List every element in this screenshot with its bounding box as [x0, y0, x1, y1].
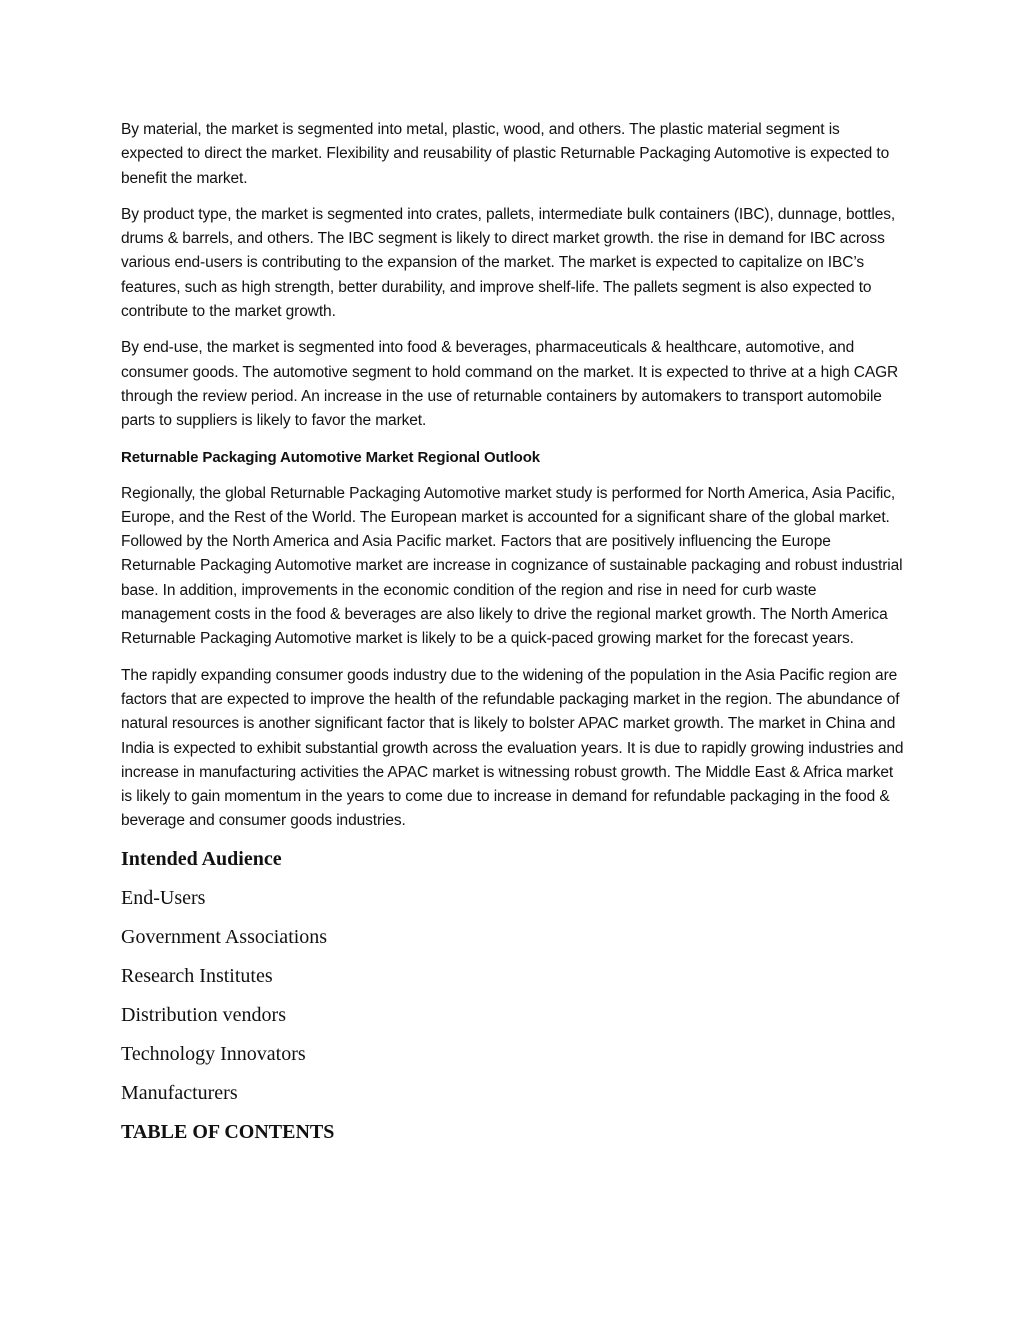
audience-item-technology-innovators: Technology Innovators: [121, 1042, 306, 1065]
audience-item-research-institutes: Research Institutes: [121, 964, 273, 987]
audience-item-end-users: End-Users: [121, 886, 206, 909]
regional-outlook-heading: Returnable Packaging Automotive Market Regional Outlook: [121, 448, 541, 466]
audience-item-government-associations: Government Associations: [121, 925, 328, 948]
intended-audience-heading: Intended Audience: [121, 847, 282, 870]
paragraph-asia-pacific: The rapidly expanding consumer goods industry due to the widening of the population in the Asia Pacific region are factors that are expected to improve the health of the refundable packaging market in the region. The abundance of natural resources is another significant factor that is likely to bolster APAC market growth. The market in China and India is expected to exhibit substantial growth across the evaluation years. It is due to rapidly growing industries and increase in manufacturing activities the APAC market is witnessing robust growth. The Middle East & Africa market is likely to gain momentum in the years to come due to increase in demand for refundable packaging in the food & beverage and consumer goods industries.: [121, 666, 904, 830]
paragraph-material: By material, the market is segmented into metal, plastic, wood, and others. The plastic material segment is expected to direct the market. Flexibility and reusability of plastic Returnable Packaging Automotive is expected to benefit the market.: [121, 121, 890, 187]
audience-item-distribution-vendors: Distribution vendors: [121, 1003, 286, 1026]
audience-list: [121, 885, 905, 1119]
table-of-contents-heading: TABLE OF CONTENTS: [121, 1120, 335, 1143]
paragraph-end-use: By end-use, the market is segmented into food & beverages, pharmaceuticals & healthcare, automotive, and consumer goods. The automotive segment to hold command on the market. It is expected to thrive at a high CAGR through the review period. An increase in the use of returnable containers by automakers to transport automobile parts to suppliers is likely to favor the market.: [121, 339, 899, 430]
document-page: [121, 118, 905, 1158]
audience-item-manufacturers: Manufacturers: [121, 1081, 238, 1104]
paragraph-regional: Regionally, the global Returnable Packaging Automotive market study is performed for North America, Asia Pacific, Europe, and the Rest of the World. The European market is accounted for a significant share of the global market. Followed by the North America and Asia Pacific market. Factors that are positively influencing the Europe Returnable Packaging Automotive market are increase in cognizance of sustainable packaging and robust industrial base. In addition, improvements in the economic condition of the region and rise in need for curb waste management costs in the food & beverages are also likely to drive the regional market growth. The North America Returnable Packaging Automotive market is likely to be a quick-paced growing market for the forecast years.: [121, 484, 903, 648]
paragraph-product-type: By product type, the market is segmented into crates, pallets, intermediate bulk containers (IBC), dunnage, bottles, drums & barrels, and others. The IBC segment is likely to direct market growth. the rise in demand for IBC across various end-users is contributing to the expansion of the market. The market is expected to capitalize on IBC’s features, such as high strength, better durability, and improve shelf-life. The pallets segment is also expected to contribute to the market growth.: [121, 205, 896, 321]
